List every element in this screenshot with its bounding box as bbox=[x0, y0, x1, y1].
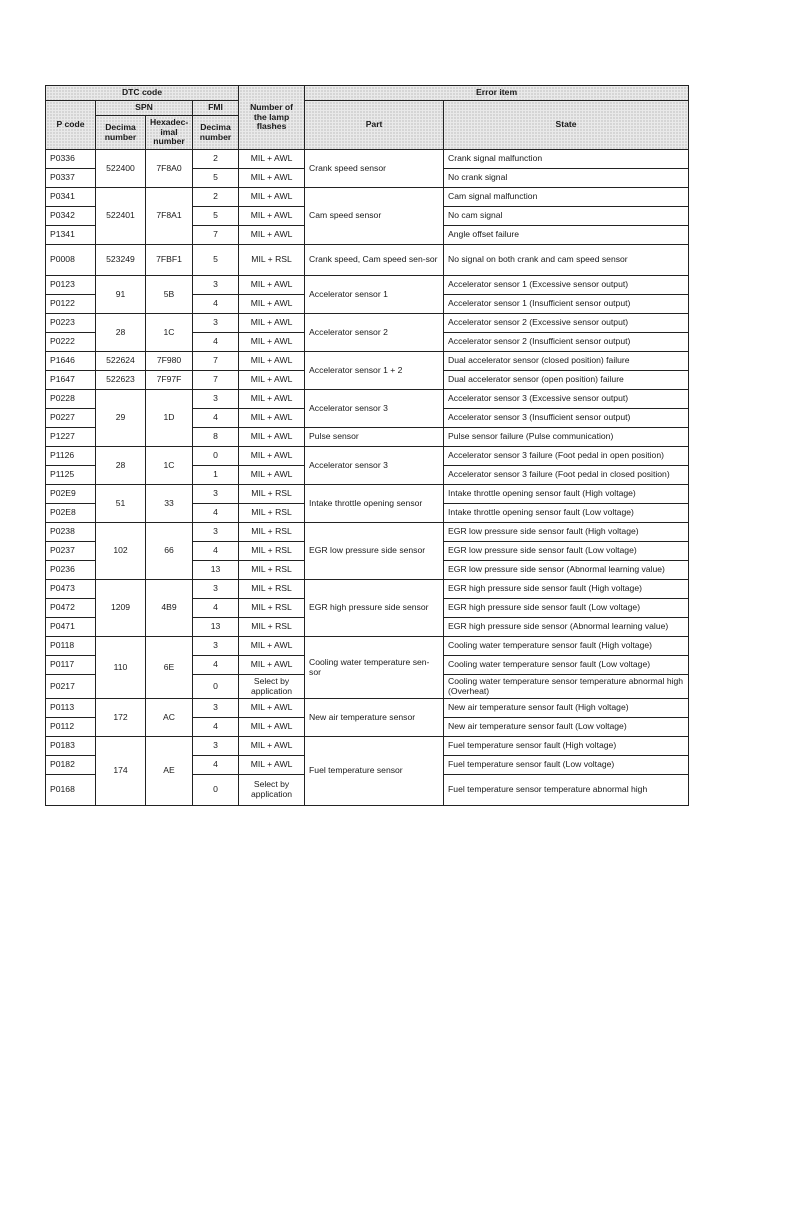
lamp-flashes-cell: Select by application bbox=[239, 675, 305, 699]
part-cell: Cam speed sensor bbox=[305, 188, 444, 245]
header-dtc-code: DTC code bbox=[46, 86, 239, 101]
part-cell: Cooling water temperature sen-sor bbox=[305, 637, 444, 699]
state-cell: Intake throttle opening sensor fault (High voltage) bbox=[444, 485, 689, 504]
state-cell: New air temperature sensor fault (High voltage) bbox=[444, 699, 689, 718]
lamp-flashes-cell: MIL + RSL bbox=[239, 599, 305, 618]
table-row bbox=[46, 150, 689, 169]
lamp-flashes-cell: MIL + RSL bbox=[239, 523, 305, 542]
state-cell: Cooling water temperature sensor fault (High voltage) bbox=[444, 637, 689, 656]
fmi-cell: 4 bbox=[193, 409, 239, 428]
lamp-flashes-cell: MIL + RSL bbox=[239, 485, 305, 504]
state-cell: Crank signal malfunction bbox=[444, 150, 689, 169]
lamp-flashes-cell: MIL + AWL bbox=[239, 276, 305, 295]
table-row bbox=[46, 314, 689, 333]
p-code-cell: P0342 bbox=[46, 207, 96, 226]
lamp-flashes-cell: MIL + AWL bbox=[239, 390, 305, 409]
lamp-flashes-cell: MIL + AWL bbox=[239, 428, 305, 447]
table-row bbox=[46, 447, 689, 466]
lamp-flashes-cell: MIL + RSL bbox=[239, 504, 305, 523]
p-code-cell: P0122 bbox=[46, 295, 96, 314]
state-cell: Cooling water temperature sensor fault (Low voltage) bbox=[444, 656, 689, 675]
p-code-cell: P0341 bbox=[46, 188, 96, 207]
fmi-cell: 5 bbox=[193, 207, 239, 226]
fmi-cell: 2 bbox=[193, 188, 239, 207]
lamp-flashes-cell: MIL + AWL bbox=[239, 409, 305, 428]
state-cell: Accelerator sensor 3 (Excessive sensor output) bbox=[444, 390, 689, 409]
state-cell: Intake throttle opening sensor fault (Low voltage) bbox=[444, 504, 689, 523]
part-cell: Accelerator sensor 3 bbox=[305, 447, 444, 485]
state-cell: EGR high pressure side sensor fault (Low voltage) bbox=[444, 599, 689, 618]
state-cell: Cooling water temperature sensor temperature abnormal high (Overheat) bbox=[444, 675, 689, 699]
p-code-cell: P02E9 bbox=[46, 485, 96, 504]
spn-hex-cell: 4B9 bbox=[146, 580, 193, 637]
state-cell: Fuel temperature sensor temperature abnormal high bbox=[444, 775, 689, 806]
spn-hex-cell: 5B bbox=[146, 276, 193, 314]
spn-decimal-cell: 1209 bbox=[96, 580, 146, 637]
part-cell: Crank speed, Cam speed sen-sor bbox=[305, 245, 444, 276]
state-cell: Accelerator sensor 2 (Insufficient sensor output) bbox=[444, 333, 689, 352]
part-cell: EGR high pressure side sensor bbox=[305, 580, 444, 637]
spn-decimal-cell: 51 bbox=[96, 485, 146, 523]
spn-decimal-cell: 174 bbox=[96, 737, 146, 806]
spn-decimal-cell: 28 bbox=[96, 447, 146, 485]
lamp-flashes-cell: MIL + AWL bbox=[239, 333, 305, 352]
fmi-cell: 3 bbox=[193, 314, 239, 333]
lamp-flashes-cell: MIL + AWL bbox=[239, 756, 305, 775]
lamp-flashes-cell: MIL + AWL bbox=[239, 699, 305, 718]
spn-decimal-cell: 28 bbox=[96, 314, 146, 352]
p-code-cell: P0236 bbox=[46, 561, 96, 580]
lamp-flashes-cell: MIL + AWL bbox=[239, 718, 305, 737]
state-cell: EGR high pressure side sensor fault (High voltage) bbox=[444, 580, 689, 599]
fmi-cell: 4 bbox=[193, 542, 239, 561]
part-cell: Accelerator sensor 1 bbox=[305, 276, 444, 314]
p-code-cell: P0228 bbox=[46, 390, 96, 409]
p-code-cell: P0227 bbox=[46, 409, 96, 428]
header-spn-hex: Hexadec-imal number bbox=[146, 116, 193, 150]
spn-hex-cell: 6E bbox=[146, 637, 193, 699]
fmi-cell: 8 bbox=[193, 428, 239, 447]
state-cell: EGR low pressure side sensor fault (Low voltage) bbox=[444, 542, 689, 561]
spn-decimal-cell: 91 bbox=[96, 276, 146, 314]
spn-decimal-cell: 110 bbox=[96, 637, 146, 699]
table-row bbox=[46, 390, 689, 409]
p-code-cell: P0008 bbox=[46, 245, 96, 276]
spn-decimal-cell: 29 bbox=[96, 390, 146, 447]
table-row bbox=[46, 737, 689, 756]
state-cell: EGR low pressure side sensor (Abnormal learning value) bbox=[444, 561, 689, 580]
spn-decimal-cell: 523249 bbox=[96, 245, 146, 276]
lamp-flashes-cell: MIL + AWL bbox=[239, 207, 305, 226]
p-code-cell: P0217 bbox=[46, 675, 96, 699]
lamp-flashes-cell: MIL + AWL bbox=[239, 169, 305, 188]
part-cell: Accelerator sensor 1 + 2 bbox=[305, 352, 444, 390]
p-code-cell: P0117 bbox=[46, 656, 96, 675]
p-code-cell: P1646 bbox=[46, 352, 96, 371]
table-row bbox=[46, 188, 689, 207]
p-code-cell: P0337 bbox=[46, 169, 96, 188]
fmi-cell: 7 bbox=[193, 352, 239, 371]
p-code-cell: P1647 bbox=[46, 371, 96, 390]
lamp-flashes-cell: MIL + AWL bbox=[239, 188, 305, 207]
p-code-cell: P0237 bbox=[46, 542, 96, 561]
lamp-flashes-cell: Select by application bbox=[239, 775, 305, 806]
fmi-cell: 5 bbox=[193, 169, 239, 188]
state-cell: Accelerator sensor 2 (Excessive sensor output) bbox=[444, 314, 689, 333]
state-cell: Angle offset failure bbox=[444, 226, 689, 245]
header-p-code: P code bbox=[46, 101, 96, 150]
dtc-table-body bbox=[46, 150, 689, 806]
table-row bbox=[46, 485, 689, 504]
state-cell: No signal on both crank and cam speed sensor bbox=[444, 245, 689, 276]
p-code-cell: P0123 bbox=[46, 276, 96, 295]
header-spn-decimal: Decima number bbox=[96, 116, 146, 150]
spn-decimal-cell: 522401 bbox=[96, 188, 146, 245]
lamp-flashes-cell: MIL + RSL bbox=[239, 580, 305, 599]
lamp-flashes-cell: MIL + RSL bbox=[239, 542, 305, 561]
fmi-cell: 3 bbox=[193, 276, 239, 295]
fmi-cell: 4 bbox=[193, 295, 239, 314]
spn-hex-cell: 1C bbox=[146, 447, 193, 485]
lamp-flashes-cell: MIL + RSL bbox=[239, 618, 305, 637]
lamp-flashes-cell: MIL + AWL bbox=[239, 295, 305, 314]
spn-decimal-cell: 522400 bbox=[96, 150, 146, 188]
p-code-cell: P0168 bbox=[46, 775, 96, 806]
header-lamp-flashes: Number of the lamp flashes bbox=[239, 86, 305, 150]
table-row bbox=[46, 699, 689, 718]
lamp-flashes-cell: MIL + AWL bbox=[239, 637, 305, 656]
lamp-flashes-cell: MIL + AWL bbox=[239, 314, 305, 333]
header-error-item: Error item bbox=[305, 86, 689, 101]
fmi-cell: 3 bbox=[193, 699, 239, 718]
p-code-cell: P0336 bbox=[46, 150, 96, 169]
fmi-cell: 3 bbox=[193, 737, 239, 756]
p-code-cell: P0182 bbox=[46, 756, 96, 775]
p-code-cell: P1125 bbox=[46, 466, 96, 485]
header-state: State bbox=[444, 101, 689, 150]
fmi-cell: 4 bbox=[193, 656, 239, 675]
lamp-flashes-cell: MIL + AWL bbox=[239, 656, 305, 675]
spn-hex-cell: 1C bbox=[146, 314, 193, 352]
table-row bbox=[46, 523, 689, 542]
p-code-cell: P0473 bbox=[46, 580, 96, 599]
spn-hex-cell: AE bbox=[146, 737, 193, 806]
state-cell: EGR low pressure side sensor fault (High voltage) bbox=[444, 523, 689, 542]
fmi-cell: 13 bbox=[193, 561, 239, 580]
state-cell: Accelerator sensor 1 (Excessive sensor output) bbox=[444, 276, 689, 295]
lamp-flashes-cell: MIL + AWL bbox=[239, 737, 305, 756]
lamp-flashes-cell: MIL + AWL bbox=[239, 150, 305, 169]
spn-hex-cell: 1D bbox=[146, 390, 193, 447]
spn-hex-cell: AC bbox=[146, 699, 193, 737]
fmi-cell: 3 bbox=[193, 580, 239, 599]
fmi-cell: 4 bbox=[193, 504, 239, 523]
lamp-flashes-cell: MIL + AWL bbox=[239, 447, 305, 466]
state-cell: No cam signal bbox=[444, 207, 689, 226]
p-code-cell: P0223 bbox=[46, 314, 96, 333]
p-code-cell: P0238 bbox=[46, 523, 96, 542]
p-code-cell: P0113 bbox=[46, 699, 96, 718]
spn-hex-cell: 7FBF1 bbox=[146, 245, 193, 276]
header-part: Part bbox=[305, 101, 444, 150]
spn-hex-cell: 33 bbox=[146, 485, 193, 523]
part-cell: Accelerator sensor 2 bbox=[305, 314, 444, 352]
part-cell: Accelerator sensor 3 bbox=[305, 390, 444, 428]
header-spn: SPN bbox=[96, 101, 193, 116]
p-code-cell: P1341 bbox=[46, 226, 96, 245]
fmi-cell: 0 bbox=[193, 775, 239, 806]
header-fmi: FMI bbox=[193, 101, 239, 116]
fmi-cell: 7 bbox=[193, 226, 239, 245]
fmi-cell: 3 bbox=[193, 523, 239, 542]
state-cell: New air temperature sensor fault (Low voltage) bbox=[444, 718, 689, 737]
state-cell: Fuel temperature sensor fault (High voltage) bbox=[444, 737, 689, 756]
fmi-cell: 4 bbox=[193, 756, 239, 775]
spn-decimal-cell: 172 bbox=[96, 699, 146, 737]
state-cell: Cam signal malfunction bbox=[444, 188, 689, 207]
fmi-cell: 3 bbox=[193, 485, 239, 504]
fmi-cell: 0 bbox=[193, 675, 239, 699]
p-code-cell: P02E8 bbox=[46, 504, 96, 523]
spn-hex-cell: 7F980 bbox=[146, 352, 193, 371]
state-cell: No crank signal bbox=[444, 169, 689, 188]
fmi-cell: 5 bbox=[193, 245, 239, 276]
p-code-cell: P0118 bbox=[46, 637, 96, 656]
p-code-cell: P1227 bbox=[46, 428, 96, 447]
part-cell: New air temperature sensor bbox=[305, 699, 444, 737]
table-row bbox=[46, 352, 689, 371]
p-code-cell: P0222 bbox=[46, 333, 96, 352]
state-cell: Accelerator sensor 1 (Insufficient sensor output) bbox=[444, 295, 689, 314]
table-row bbox=[46, 580, 689, 599]
lamp-flashes-cell: MIL + RSL bbox=[239, 561, 305, 580]
fmi-cell: 3 bbox=[193, 390, 239, 409]
state-cell: Accelerator sensor 3 (Insufficient sensor output) bbox=[444, 409, 689, 428]
spn-hex-cell: 7F8A0 bbox=[146, 150, 193, 188]
state-cell: Dual accelerator sensor (closed position) failure bbox=[444, 352, 689, 371]
fmi-cell: 3 bbox=[193, 637, 239, 656]
fmi-cell: 7 bbox=[193, 371, 239, 390]
fmi-cell: 4 bbox=[193, 333, 239, 352]
lamp-flashes-cell: MIL + AWL bbox=[239, 466, 305, 485]
fmi-cell: 4 bbox=[193, 599, 239, 618]
fmi-cell: 4 bbox=[193, 718, 239, 737]
spn-decimal-cell: 522623 bbox=[96, 371, 146, 390]
part-cell: Fuel temperature sensor bbox=[305, 737, 444, 806]
state-cell: Fuel temperature sensor fault (Low voltage) bbox=[444, 756, 689, 775]
state-cell: Accelerator sensor 3 failure (Foot pedal in closed position) bbox=[444, 466, 689, 485]
table-row bbox=[46, 276, 689, 295]
p-code-cell: P0471 bbox=[46, 618, 96, 637]
state-cell: Dual accelerator sensor (open position) failure bbox=[444, 371, 689, 390]
fmi-cell: 1 bbox=[193, 466, 239, 485]
p-code-cell: P0112 bbox=[46, 718, 96, 737]
spn-decimal-cell: 102 bbox=[96, 523, 146, 580]
part-cell: Crank speed sensor bbox=[305, 150, 444, 188]
part-cell: Intake throttle opening sensor bbox=[305, 485, 444, 523]
lamp-flashes-cell: MIL + AWL bbox=[239, 371, 305, 390]
p-code-cell: P1126 bbox=[46, 447, 96, 466]
lamp-flashes-cell: MIL + AWL bbox=[239, 226, 305, 245]
table-row bbox=[46, 637, 689, 656]
lamp-flashes-cell: MIL + RSL bbox=[239, 245, 305, 276]
lamp-flashes-cell: MIL + AWL bbox=[239, 352, 305, 371]
state-cell: EGR high pressure side sensor (Abnormal learning value) bbox=[444, 618, 689, 637]
state-cell: Pulse sensor failure (Pulse communication) bbox=[444, 428, 689, 447]
dtc-table bbox=[45, 85, 689, 806]
fmi-cell: 2 bbox=[193, 150, 239, 169]
spn-hex-cell: 66 bbox=[146, 523, 193, 580]
part-cell: Pulse sensor bbox=[305, 428, 444, 447]
spn-hex-cell: 7F97F bbox=[146, 371, 193, 390]
part-cell: EGR low pressure side sensor bbox=[305, 523, 444, 580]
spn-hex-cell: 7F8A1 bbox=[146, 188, 193, 245]
fmi-cell: 13 bbox=[193, 618, 239, 637]
fmi-cell: 0 bbox=[193, 447, 239, 466]
table-row bbox=[46, 245, 689, 276]
header-fmi-decimal: Decima number bbox=[193, 116, 239, 150]
p-code-cell: P0183 bbox=[46, 737, 96, 756]
p-code-cell: P0472 bbox=[46, 599, 96, 618]
spn-decimal-cell: 522624 bbox=[96, 352, 146, 371]
state-cell: Accelerator sensor 3 failure (Foot pedal in open position) bbox=[444, 447, 689, 466]
